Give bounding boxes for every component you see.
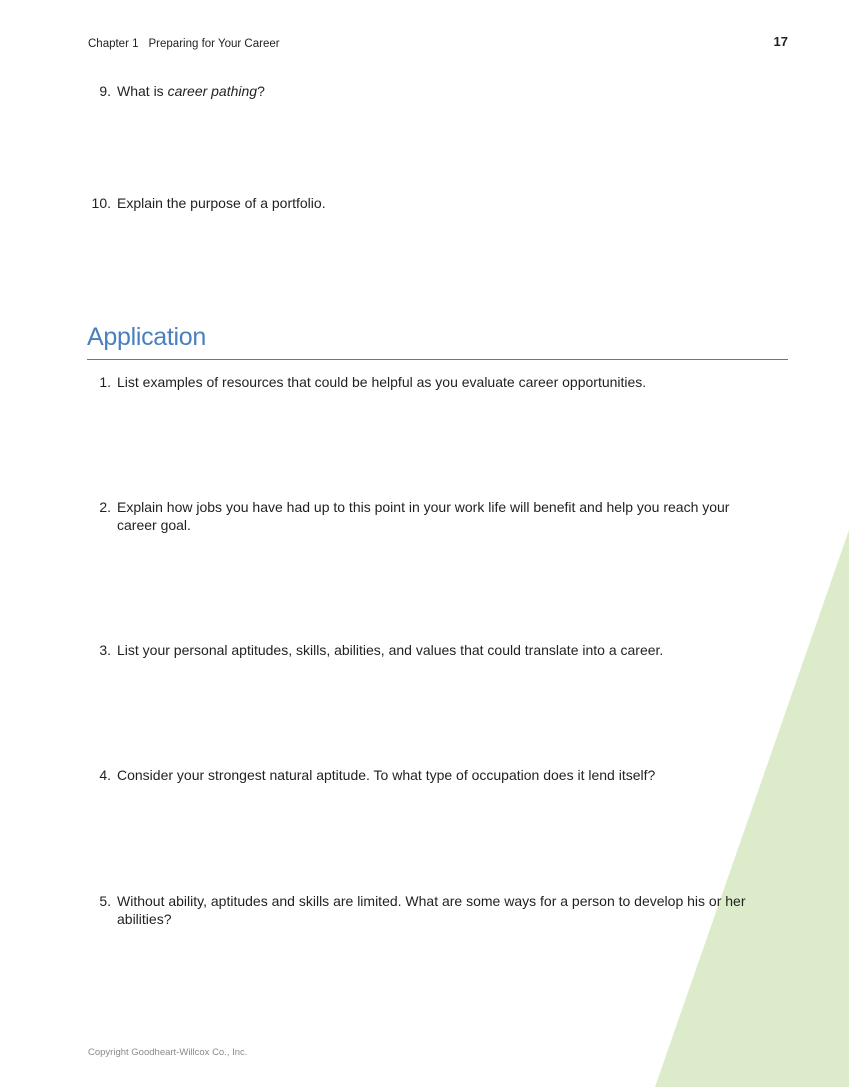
review-question-9 xyxy=(88,82,768,100)
question-text: List your personal aptitudes, skills, abilities, and values that could translate into a career. xyxy=(117,642,664,658)
question-text: What is career pathing? xyxy=(117,83,265,99)
italic-term: career pathing xyxy=(167,83,258,99)
chapter-label: Chapter 1 xyxy=(88,38,139,50)
question-text: List examples of resources that could be helpful as you evaluate career opportunities. xyxy=(117,374,647,390)
question-number: 2. xyxy=(99,499,111,515)
section-divider xyxy=(87,359,788,360)
question-number: 1. xyxy=(99,374,111,390)
application-question-1 xyxy=(88,373,768,391)
question-number: 5. xyxy=(99,893,111,909)
application-question-4 xyxy=(88,766,768,784)
running-header xyxy=(88,38,280,50)
question-text: Consider your strongest natural aptitude. To what type of occupation does it lend itself? xyxy=(117,767,656,783)
question-number: 3. xyxy=(99,642,111,658)
question-number: 9. xyxy=(99,83,111,99)
question-text: Explain the purpose of a portfolio. xyxy=(117,195,326,211)
question-text: Without ability, aptitudes and skills are limited. What are some ways for a person to develop his or her abilities? xyxy=(117,893,746,927)
question-number: 10. xyxy=(91,195,111,211)
application-question-3 xyxy=(88,641,768,659)
application-question-5 xyxy=(88,892,768,928)
review-question-10 xyxy=(88,194,768,212)
application-question-2 xyxy=(88,498,768,534)
copyright-notice: Copyright Goodheart-Willcox Co., Inc. xyxy=(88,1047,248,1058)
page-number: 17 xyxy=(773,34,788,49)
chapter-title: Preparing for Your Career xyxy=(148,38,280,50)
section-title-application: Application xyxy=(87,323,207,351)
question-number: 4. xyxy=(99,767,111,783)
question-text: Explain how jobs you have had up to this point in your work life will benefit and help you reach your career goal. xyxy=(117,499,730,533)
